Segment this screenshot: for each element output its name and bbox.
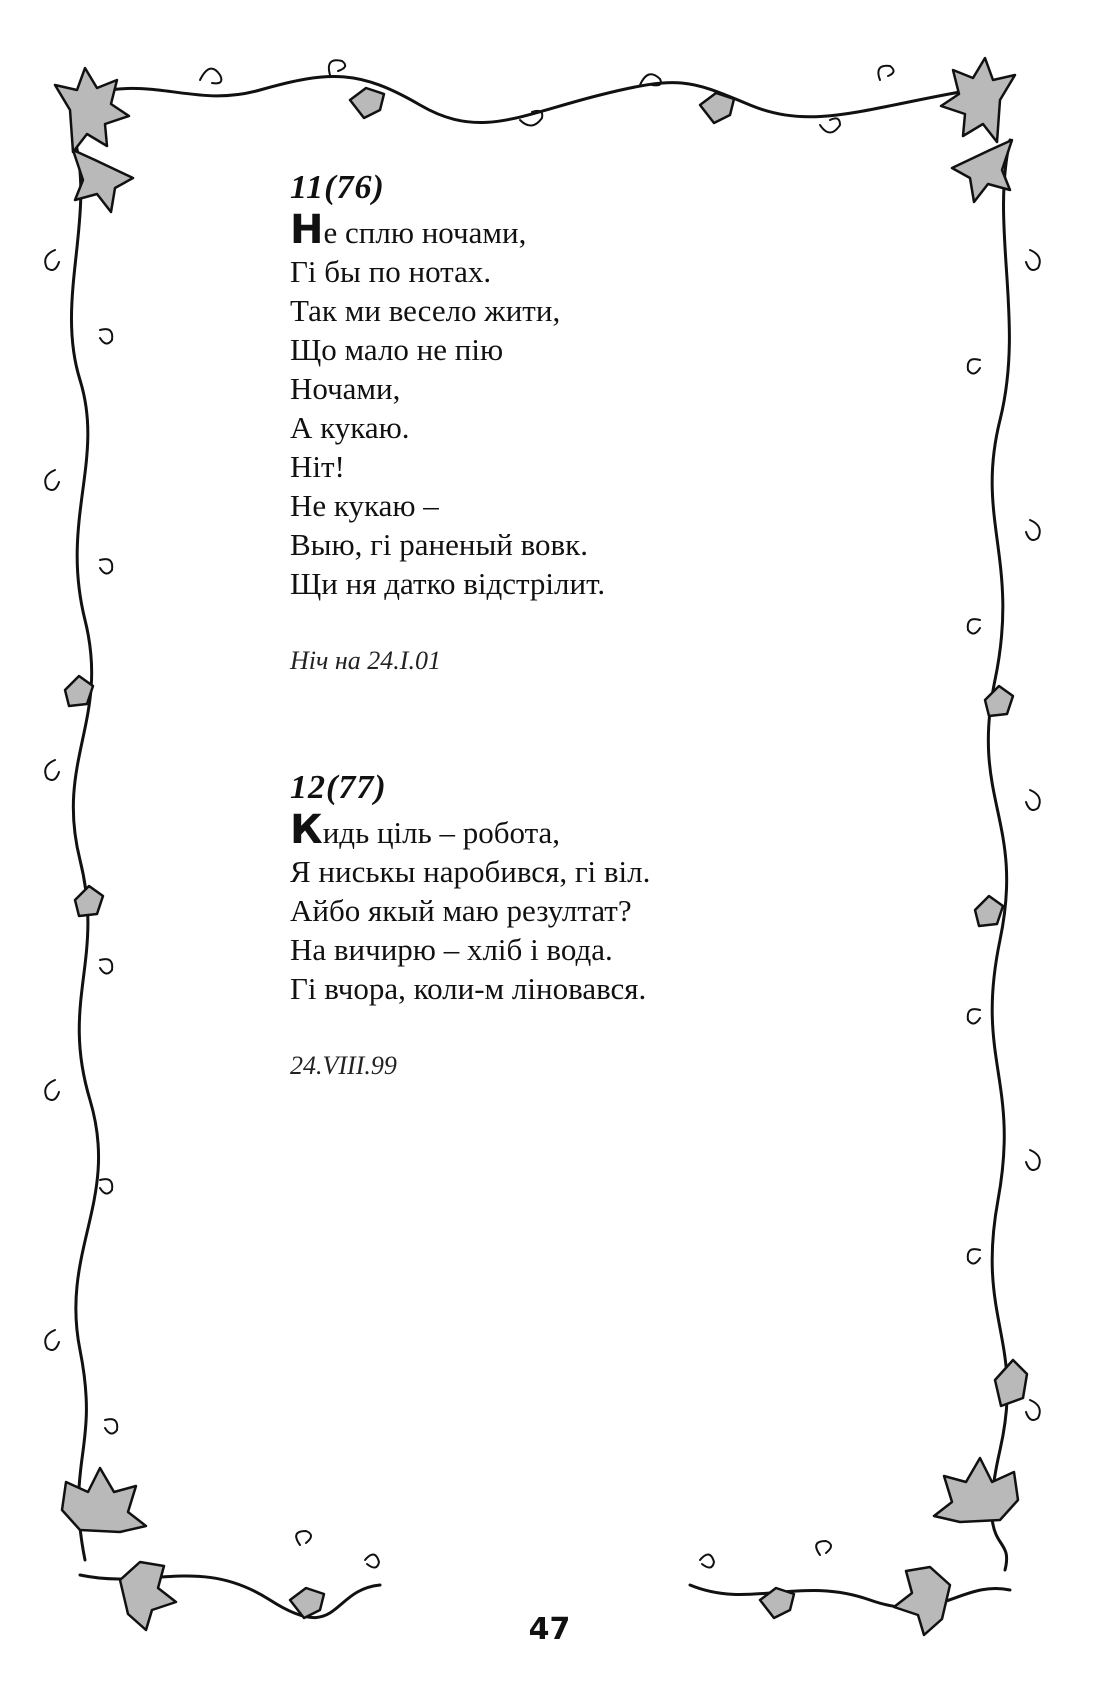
verse-line-text: е сплю ночами, [323, 215, 527, 250]
verse-line [290, 207, 910, 253]
page-number: 47 [528, 1612, 571, 1647]
verse-line: Гі бы по нотах. [290, 254, 492, 289]
verse-line: Гі вчора, коли-м ліновався. [290, 971, 647, 1006]
verse-line: Так ми весело жити, [290, 293, 561, 328]
verse-line: Що мало не пію [290, 332, 504, 367]
verse-line: Щи ня датко відстрілит. [290, 566, 606, 601]
verse-line [290, 807, 910, 853]
poem-number: 12(77) [290, 769, 387, 806]
poem-number: 11(76) [290, 169, 385, 206]
verse-line: Ніт! [290, 449, 345, 484]
verse-line: Айбо якый маю резултат? [290, 893, 632, 928]
poem-12-77 [290, 768, 910, 1082]
verse-line: Не кукаю – [290, 488, 439, 523]
verse-line: Я ниськы наробився, гі віл. [290, 854, 651, 889]
verse-line: Выю, гі раненый вовк. [290, 527, 588, 562]
poem-date: Ніч на 24.І.01 [290, 646, 441, 675]
drop-cap: К [290, 807, 323, 853]
verse-line-text: идь ціль – робота, [322, 815, 561, 850]
verse-line: А кукаю. [290, 410, 410, 445]
drop-cap: Н [290, 207, 324, 253]
verse-line: Ночами, [290, 371, 401, 406]
poem-date: 24.VІІІ.99 [290, 1051, 397, 1080]
poem-11-76 [290, 168, 910, 677]
verse-line: На вичирю – хліб і вода. [290, 932, 613, 967]
